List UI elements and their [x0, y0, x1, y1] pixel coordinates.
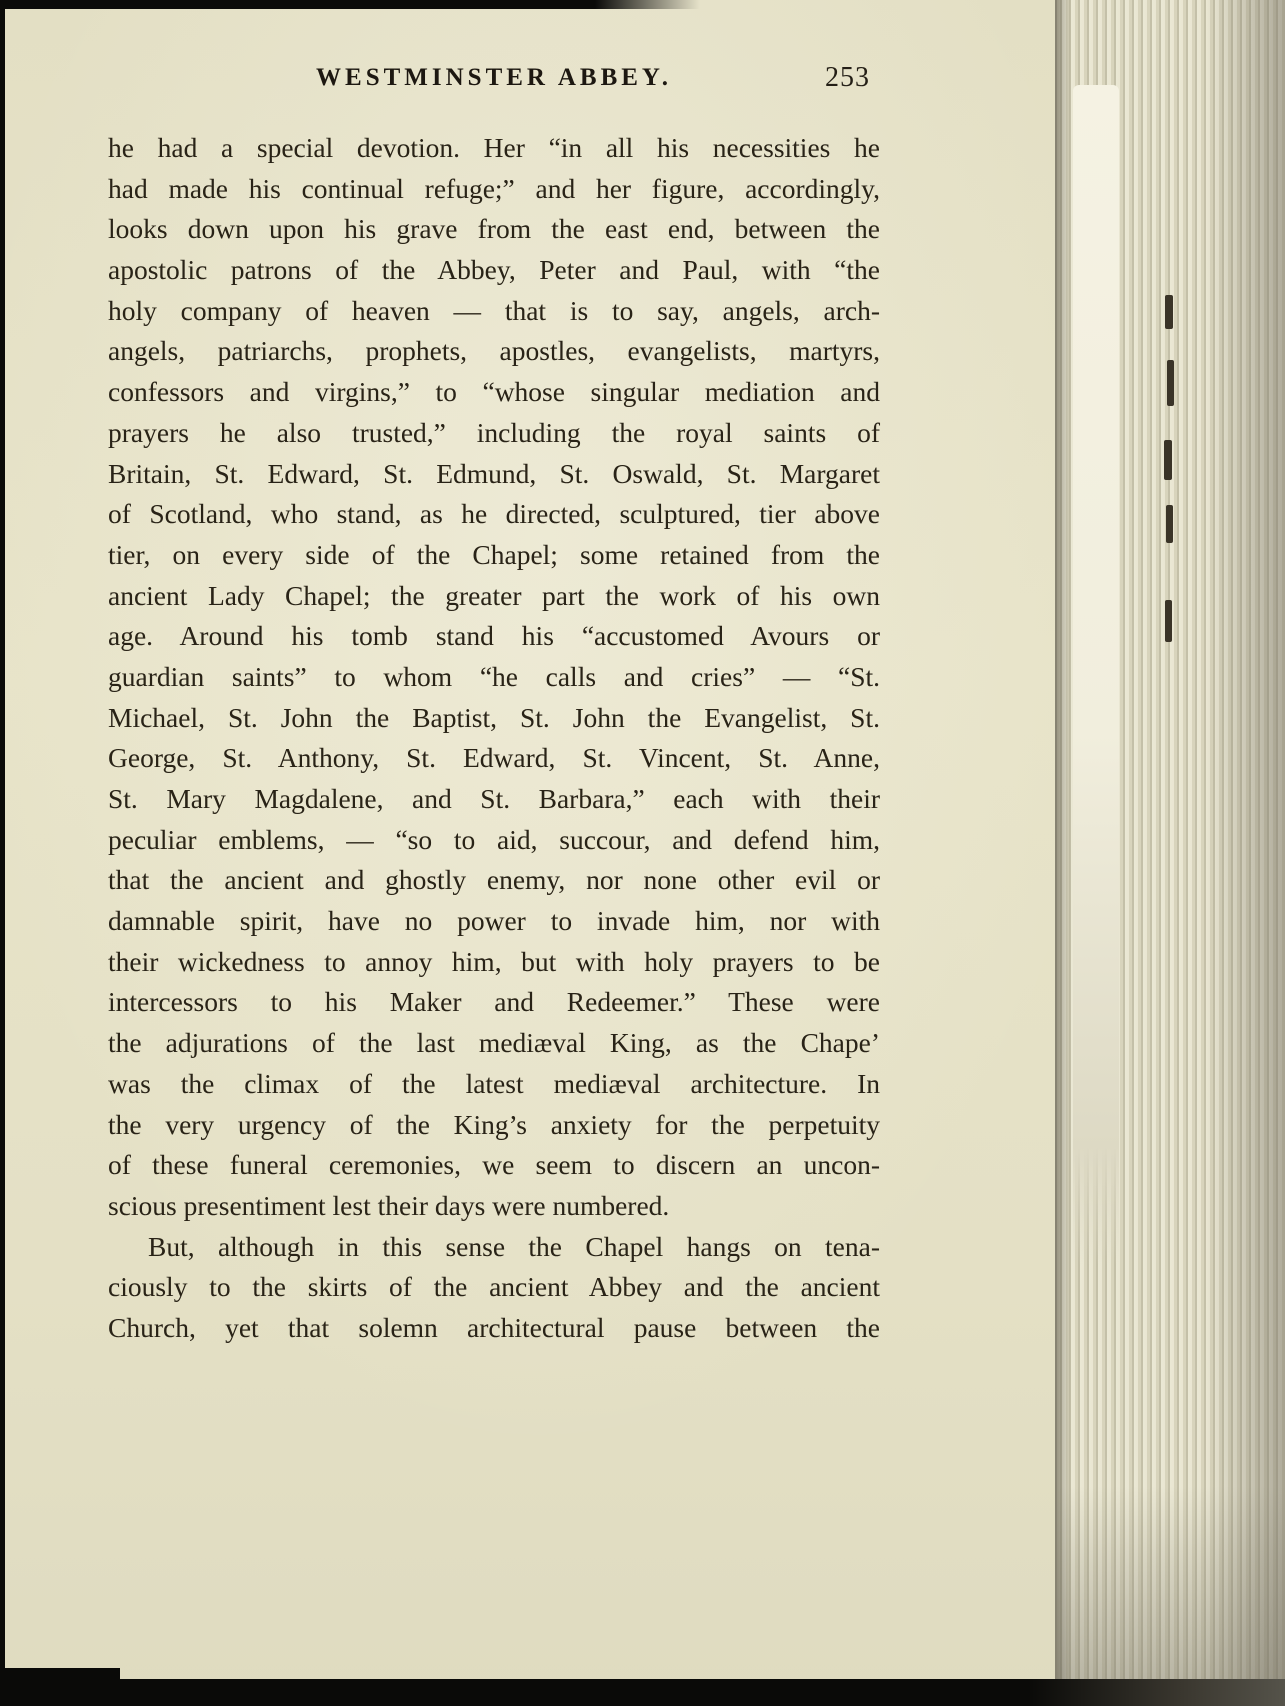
- page-edges-binding: [1055, 0, 1285, 1706]
- edge-ink-mark: [1165, 295, 1173, 329]
- text-line: was the climax of the latest mediæval architecture. In: [108, 1067, 880, 1099]
- text-line: the adjurations of the last mediæval King, as the Chape’: [108, 1027, 880, 1059]
- scan-edge-bottom: [0, 1679, 1285, 1706]
- paragraph: [108, 128, 880, 1227]
- paragraph: [108, 1227, 880, 1349]
- text-line: ciously to the skirts of the ancient Abbey and the ancient: [108, 1271, 880, 1303]
- text-line: he had a special devotion. Her “in all his necessities he: [108, 132, 880, 163]
- text-line: angels, patriarchs, prophets, apostles, evangelists, martyrs,: [108, 335, 880, 367]
- text-line: peculiar emblems, — “so to aid, succour, and defend him,: [108, 823, 880, 855]
- text-line: intercessors to his Maker and Redeemer.” These were: [108, 986, 880, 1018]
- edge-shadow-right: [1205, 0, 1285, 1706]
- edge-ink-mark: [1165, 600, 1172, 642]
- scan-edge-top: [0, 0, 700, 9]
- text-line: St. Mary Magdalene, and St. Barbara,” each with their: [108, 783, 880, 814]
- text-line: had made his continual refuge;” and her figure, accordingly,: [108, 172, 880, 204]
- text-line: ancient Lady Chapel; the greater part the work of his own: [108, 579, 880, 611]
- text-line: scious presentiment lest their days were numbered.: [108, 1189, 670, 1221]
- text-line: looks down upon his grave from the east end, between the: [108, 213, 880, 245]
- text-line: apostolic patrons of the Abbey, Peter and Paul, with “the: [108, 254, 880, 286]
- text-line: that the ancient and ghostly enemy, nor none other evil or: [108, 864, 880, 896]
- edge-shadow-bottom: [1057, 1486, 1285, 1706]
- text-line: But, although in this sense the Chapel hangs on tena-: [148, 1230, 880, 1262]
- text-line: age. Around his tomb stand his “accustomed Avours or: [108, 620, 880, 652]
- fore-edge-highlight: [1073, 85, 1119, 1265]
- page-number: 253: [825, 62, 870, 93]
- text-line: prayers he also trusted,” including the royal saints of: [108, 416, 880, 448]
- text-line: tier, on every side of the Chapel; some retained from the: [108, 538, 880, 570]
- page-title: WESTMINSTER ABBEY.: [316, 64, 672, 91]
- running-head: [108, 64, 880, 110]
- text-line: damnable spirit, have no power to invade him, nor with: [108, 905, 880, 937]
- text-line: George, St. Anthony, St. Edward, St. Vincent, St. Anne,: [108, 742, 880, 774]
- text-line: holy company of heaven — that is to say, angels, arch-: [108, 294, 880, 326]
- text-line: Church, yet that solemn architectural pause between the: [108, 1311, 880, 1343]
- edge-ink-mark: [1166, 505, 1173, 543]
- text-line: confessors and virgins,” to “whose singular mediation and: [108, 376, 880, 408]
- text-line: of Scotland, who stand, as he directed, sculptured, tier above: [108, 498, 880, 530]
- text-line: the very urgency of the King’s anxiety for the perpetuity: [108, 1108, 880, 1140]
- text-line: Michael, St. John the Baptist, St. John the Evangelist, St.: [108, 701, 880, 733]
- text-block: [108, 128, 880, 1349]
- text-line: guardian saints” to whom “he calls and cries” — “St.: [108, 660, 880, 692]
- scan-edge-left: [0, 0, 5, 1706]
- text-line: their wickedness to annoy him, but with holy prayers to be: [108, 945, 880, 977]
- text-line: Britain, St. Edward, St. Edmund, St. Oswald, St. Margaret: [108, 457, 880, 489]
- edge-ink-mark: [1164, 440, 1172, 480]
- printed-page-content: [108, 64, 880, 1349]
- edge-ink-mark: [1167, 360, 1174, 406]
- text-line: of these funeral ceremonies, we seem to discern an uncon-: [108, 1149, 880, 1181]
